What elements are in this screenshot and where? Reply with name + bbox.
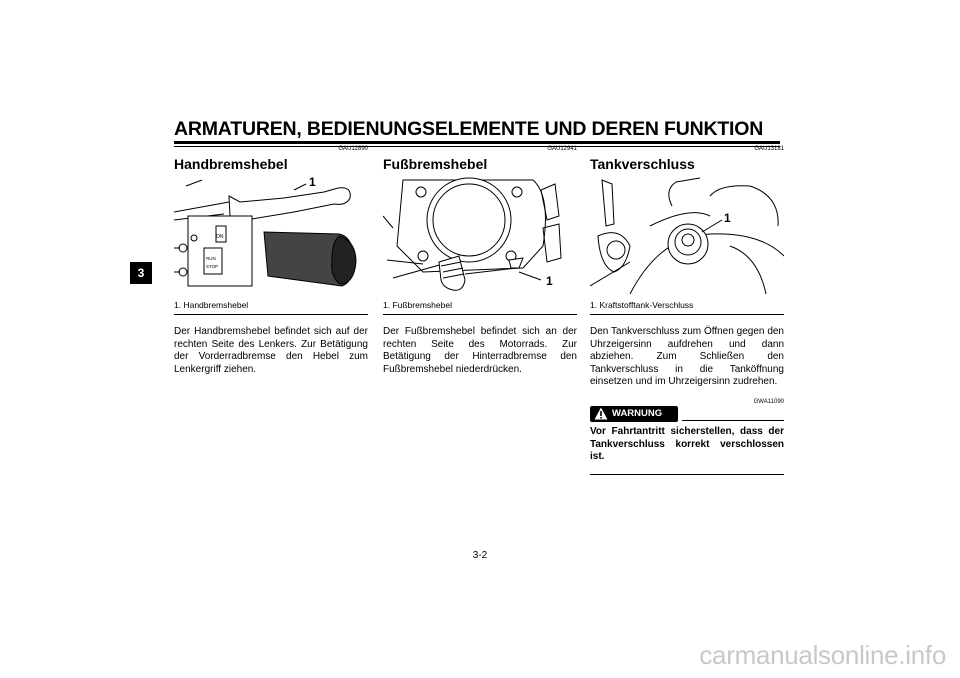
foot-brake-lever-illustration	[383, 176, 577, 294]
callout-number: 1	[546, 274, 553, 288]
callout-number: 1	[309, 176, 316, 189]
warning-label: WARNUNG	[612, 408, 663, 420]
warning-text: Vor Fahrtantritt sicherstellen, dass der Tankverschluss korrekt verschlossen ist.	[590, 425, 784, 463]
page-number: 3-2	[472, 550, 488, 561]
figure-hand-brake-lever	[174, 176, 368, 294]
caption-rule	[383, 314, 577, 315]
page-title: ARMATUREN, BEDIENUNGSELEMENTE UND DEREN FUNKTION	[174, 118, 764, 140]
caption-rule	[590, 314, 784, 315]
body-text: Der Handbremshebel befindet sich auf der rechten Seite des Lenkers. Zur Betätigung der Vorderradbremse den Hebel zum Lenkergriff ziehen.	[174, 326, 368, 375]
switch-label-on: ON	[216, 234, 224, 240]
section-code: GAU13181	[754, 146, 784, 152]
watermark: carmanualsonline.info	[699, 640, 946, 670]
page-header	[174, 118, 780, 141]
section-code: GAU12890	[338, 146, 368, 152]
figure-caption: 1. Kraftstofftank-Verschluss	[590, 300, 694, 310]
switch-label-stop: STOP	[206, 264, 219, 269]
section-code: GAU12941	[547, 146, 577, 152]
hand-brake-lever-illustration	[174, 176, 368, 294]
caption-rule	[174, 314, 368, 315]
section-handbremshebel	[174, 146, 368, 386]
figure-foot-brake-lever	[383, 176, 577, 294]
warning-triangle-icon	[594, 407, 608, 420]
figure-caption: 1. Fußbremshebel	[383, 300, 452, 310]
warning-code: GWA11090	[753, 398, 784, 405]
fuel-tank-cap-illustration	[590, 176, 784, 294]
figure-caption: 1. Handbremshebel	[174, 300, 249, 310]
warning-badge	[590, 406, 678, 422]
section-heading: Handbremshebel	[174, 156, 288, 172]
warning-header	[590, 406, 784, 426]
figure-fuel-tank-cap	[590, 176, 784, 294]
header-rule-thick	[174, 141, 780, 144]
section-heading: Fußbremshebel	[383, 156, 488, 172]
section-heading: Tankverschluss	[590, 156, 695, 172]
section-tankverschluss	[590, 146, 784, 475]
switch-label-run: RUN	[206, 256, 216, 261]
callout-number: 1	[724, 211, 731, 225]
chapter-tab: 3	[130, 262, 152, 284]
section-fussbremshebel	[383, 146, 577, 386]
body-text: Der Fußbremshebel befindet sich an der rechten Seite des Motorrads. Zur Betätigung der Hinterradbremse den Fußbremshebel niederdrücken.	[383, 326, 577, 375]
warning-rule	[682, 420, 784, 421]
body-text: Den Tankverschluss zum Öffnen gegen den Uhrzeigersinn aufdrehen und dann abziehen. Zum Schließen den Tankverschluss in die Tanköffnung einsetzen und im Uhrzeigersinn zudrehen.	[590, 326, 784, 388]
warning-end-rule	[590, 474, 784, 475]
